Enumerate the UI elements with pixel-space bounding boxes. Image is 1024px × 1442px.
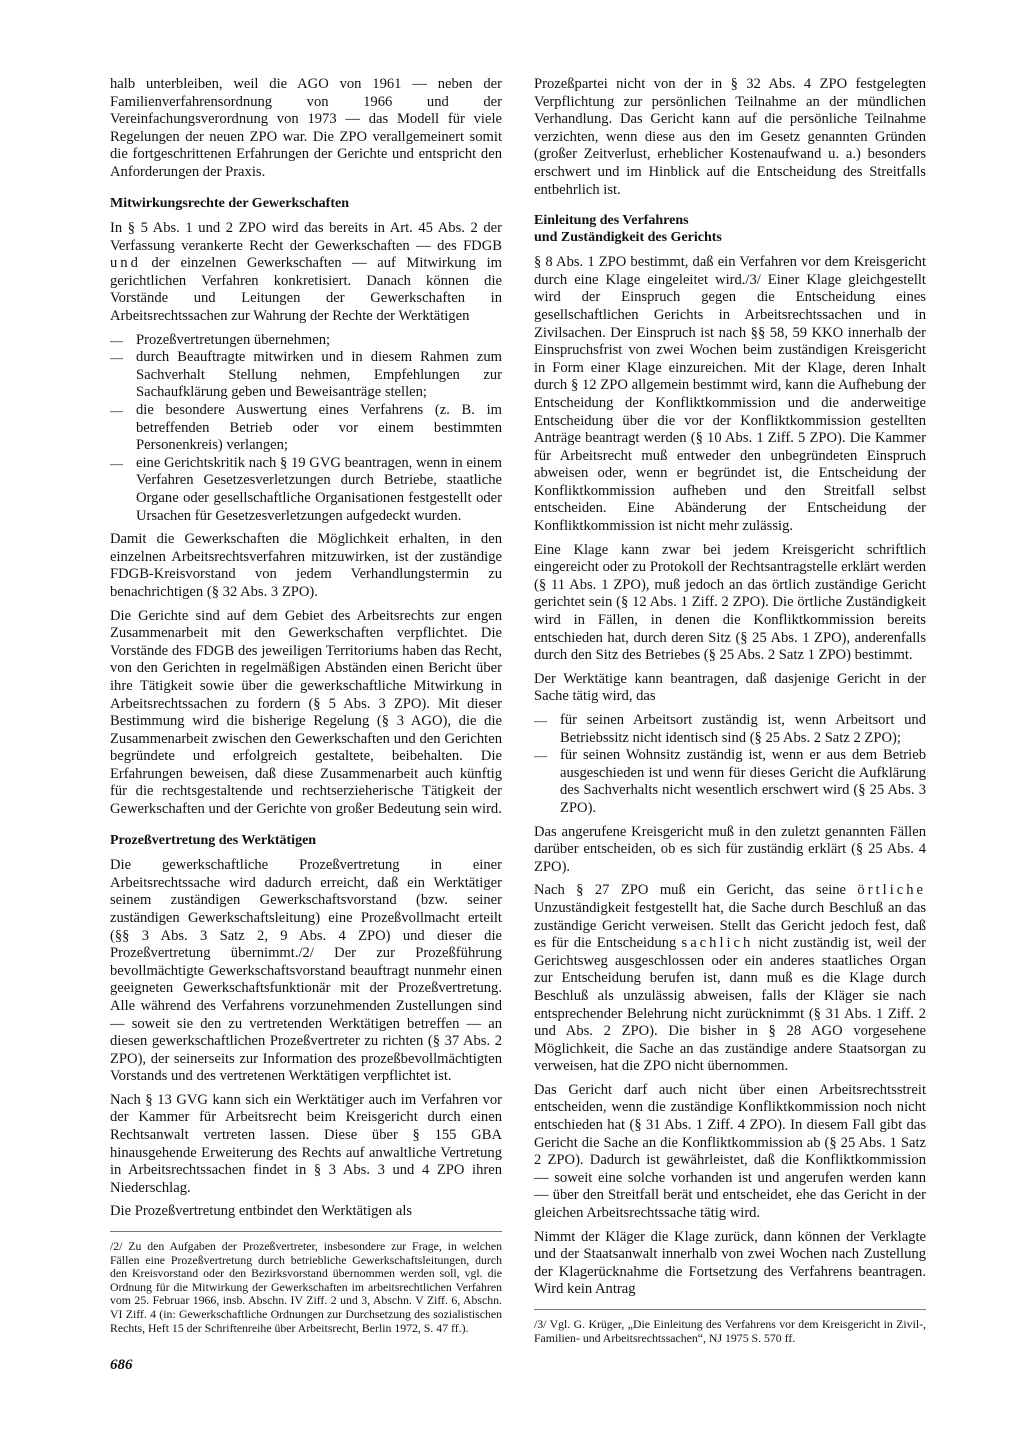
heading-line: Einleitung des Verfahrens [534,213,689,229]
spaced-word: und [110,255,141,272]
heading-line: und Zuständigkeit des Gerichts [534,229,722,245]
list-item: — eine Gerichtskritik nach § 19 GVG beantragen, wenn in einem Verfahren Gesetzesverletzungen durch Betriebe, staatliche Organe oder gesellschaftliche Organisationen festgestellt oder Ursachen für Gesetzesverletzungen aufgedeckt wurden. [110,455,502,525]
paragraph-einleitung-4: Das angerufene Kreisgericht muß in den zuletzt genannten Fällen darüber entscheiden, ob es sich für zuständig erklärt (§ 25 Abs. 4 ZPO). [534,823,926,875]
rights-list [110,332,502,526]
footnote-divider [534,1309,926,1310]
spaced-word: örtliche [857,882,926,899]
heading-einleitung [534,213,926,246]
paragraph-intro: halb unterbleiben, weil die AGO von 1961 — neben der Familienverfahrensordnung von 1966 und der Vereinfachungsverordnung von 1973 — das Modell für viele Regelungen der neuen ZPO war. Die ZPO verallgemeinert somit die fortgeschrittenen Erfahrungen der Gerichte und entspricht den Anforderungen der Praxis. [110,76,502,180]
paragraph-einleitung-3: Der Werktätige kann beantragen, daß dasjenige Gericht in der Sache tätig wird, das [534,670,926,705]
text-run: nicht zuständig ist, weil der Gerichtsweg ausgeschlossen oder ein anderes staatliches Organ zur Entscheidung berufen ist, dann muß es die Klage durch Beschluß als unzulässig abweisen, falls der Kläger sie nach entsprechender Belehrung nicht zurücknimmt (§ 31 Abs. 1 Ziff. 2 und Abs. 2 ZPO). Die bisher in § 28 AGO vorgesehene Möglichkeit, die Sache an das zuständige andere Staatsorgan zu verweisen, hat die ZPO nicht übernommen. [534,935,926,1075]
heading-mitwirkungsrechte: Mitwirkungsrechte der Gewerkschaften [110,195,349,211]
two-column-layout [110,76,984,1374]
paragraph-einleitung-5 [534,882,926,1076]
paragraph-prozessvertretung-2: Nach § 13 GVG kann sich ein Werktätiger auch im Verfahren vor der Kammer für Arbeitsrecht beim Kreisgericht durch einen Rechtsanwalt vertreten lassen. Diese über § 155 GBA hinausgehende Erweiterung des Rechts auf anwaltliche Vertretung in Arbeitsrechtssachen findet in § 3 Abs. 3 und 4 ZPO ihren Niederschlag. [110,1091,502,1196]
jurisdiction-list [534,712,926,818]
paragraph-mitwirkung-2: Damit die Gewerkschaften die Möglichkeit erhalten, in den einzelnen Arbeitsrechtsverfahren mitzuwirken, ist der zuständige FDGB-Kreisvorstand von jedem Verhandlungstermin zu benachrichtigen (§ 32 Abs. 3 ZPO). [110,531,502,600]
paragraph-einleitung-7: Nimmt der Kläger die Klage zurück, dann können der Verklagte und der Staatsanwalt innerhalb von zwei Wochen nach Zustellung der Klagerücknahme die Fortsetzung des Verfahrens beantragen. Wird kein Antrag [534,1228,926,1298]
paragraph-mitwirkung-3: Die Gerichte sind auf dem Gebiet des Arbeitsrechts zur engen Zusammenarbeit mit den Gewerkschaften verpflichtet. Die Vorstände des FDGB des jeweiligen Territoriums haben das Recht, von den Gerichten in regelmäßigen Abständen einen Bericht über ihre Tätigkeit sowie über die gewerkschaftliche Mitwirkung in Arbeitsrechtssachen zu fordern (§ 5 Abs. 3 ZPO). Mit dieser Bestimmung wird die bisherige Regelung (§ 3 AGO), die die Zusammenarbeit zwischen den Gewerkschaften und den Gerichten begründete und erfolgreich gestaltete, beibehalten. Die Erfahrungen beweisen, daß diese Zusammenarbeit auch künftig für die rechtsgestaltende und rechtserzieherische Tätigkeit der Gewerkschaften und der Gerichte von großer Bedeutung sein wird. [110,607,502,818]
footnote-divider [110,1231,502,1232]
list-item: — Prozeßvertretungen übernehmen; [110,332,502,350]
text-run: In § 5 Abs. 1 und 2 ZPO wird das bereits in Art. 45 Abs. 2 der Verfassung verankerte Recht der Gewerkschaften — des FDGB [110,220,502,254]
paragraph-mitwirkung-1 [110,220,502,326]
spaced-word: sachlich [681,935,754,952]
paragraph-einleitung-6: Das Gericht darf auch nicht über einen Arbeitsrechtsstreit entscheiden, wenn die zuständige Konfliktkommission noch nicht entschieden hat (§ 31 Abs. 1 Ziff. 4 ZPO). In diesem Fall gibt das Gericht die Sache an die Konfliktkommission ab (§ 25 Abs. 1 Satz 2 ZPO). Dadurch ist gewährleistet, daß die Konfliktkommission — soweit eine solche vorhanden ist und angerufen werden kann — über den Streitfall berät und entscheidet, ehe das Gericht in der gleichen Arbeitsrechtssache tätig wird. [534,1081,926,1222]
footnote-2: /2/ Zu den Aufgaben der Prozeßvertreter, insbesondere zur Frage, in welchen Fällen eine Prozeßvertretung durch betriebliche Gewerkschaftsleitungen, durch den Kreisvorstand oder den Bezirksvorstand übernommen werden soll, vgl. die Ordnung für die Mitwirkung der Gewerkschaften im arbeitsrechtlichen Verfahren vom 25. Februar 1966, insb. Abschn. IV Ziff. 2 und 3, Abschn. V Ziff. 6, Abschn. VI Ziff. 4 (in: Gewerkschaftliche Ordnungen zur Durchsetzung des sozialistischen Rechts, Heft 15 der Schriftenreihe über Arbeitsrecht, Berlin 1972, S. 47 ff.). [110,1239,502,1335]
paragraph-continuation: Prozeßpartei nicht von der in § 32 Abs. 4 ZPO festgelegten Verpflichtung zur persönlichen Teilnahme an der mündlichen Verhandlung. Das Gericht kann auf die persönliche Teilnahme verzichten, wenn diese aus den im Gesetz genannten Gründen (großer Zeitverlust, erheblicher Kostenaufwand u. a.) besonders erschwert und im Hinblick auf die Entscheidung des Streitfalls entbehrlich ist. [534,76,926,198]
list-item: — für seinen Arbeitsort zuständig ist, wenn Arbeitsort und Betriebssitz nicht identisch sind (§ 25 Abs. 2 Satz 2 ZPO); [534,712,926,747]
list-item: — die besondere Auswertung eines Verfahrens (z. B. im betreffenden Betrieb oder vor einem bestimmten Personenkreis) verlangen; [110,402,502,455]
paragraph-einleitung-2: Eine Klage kann zwar bei jedem Kreisgericht schriftlich eingereicht oder zu Protokoll der Rechtsantragstelle erklärt werden (§ 11 Abs. 1 ZPO), muß jedoch an das örtlich zuständige Gericht gerichtet sein (§ 12 Abs. 1 Ziff. 2 ZPO). Die örtliche Zuständigkeit wird in Fällen, in denen die Konfliktkommission bereits entschieden hat, durch deren Sitz (§ 25 Abs. 1 ZPO), anderenfalls durch den Sitz des Betriebes (§ 25 Abs. 2 Satz 1 ZPO) bestimmt. [534,541,926,664]
right-column [534,76,926,1374]
list-item: — durch Beauftragte mitwirken und in diesem Rahmen zum Sachverhalt Stellung nehmen, Empfehlungen zur Sachaufklärung geben und Beweisanträge stellen; [110,349,502,402]
left-column [110,76,502,1374]
paragraph-prozessvertretung-1: Die gewerkschaftliche Prozeßvertretung in einer Arbeitsrechtssache wird dadurch erreicht, daß ein Werktätiger seinem zuständigen Gewerkschaftsvorstand (bzw. seiner zuständigen Gewerkschaftsleitung) eine Prozeßvollmacht erteilt (§§ 3 Abs. 3 Satz 2, 9 Abs. 4 ZPO) und dieser die Prozeßvertretung übernimmt./2/ Der zur Prozeßführung bevollmächtigte Gewerkschaftsvorstand beauftragt nunmehr einen geeigneten Gewerkschaftsfunktionär mit der Prozeßvertretung. Alle während des Verfahrens vorzunehmenden Zustellungen sind — soweit sie den zu vertretenden Werktätigen betreffen — an diesen gewerkschaftlichen Prozeßvertreter zu richten (§ 37 Abs. 2 ZPO), der seinerseits zur Information des prozeßbevollmächtigten Vorstands und des vertretenen Werktätigen verpflichtet ist. [110,857,502,1085]
list-item: — für seinen Wohnsitz zuständig ist, wenn er aus dem Betrieb ausgeschieden ist und wenn für dieses Gericht die Aufklärung des Sachverhalts nicht wesentlich erschwert wird (§ 25 Abs. 3 ZPO). [534,747,926,817]
text-run: Nach § 27 ZPO muß ein Gericht, das seine [534,882,858,899]
heading-prozessvertretung: Prozeßvertretung des Werktätigen [110,832,317,848]
paragraph-einleitung-1: § 8 Abs. 1 ZPO bestimmt, daß ein Verfahren vor dem Kreisgericht durch eine Klage eingeleitet wird./3/ Einer Klage gleichgestellt wird der Einspruch gegen die Entscheidung eines gesellschaftlichen Gerichts in Arbeitsrechtssachen und in Zivilsachen. Der Einspruch ist nach §§ 58, 59 KKO innerhalb der Einspruchsfrist von zwei Wochen beim zuständigen Kreisgericht in Form einer Klage einzureichen. Mit der Klage, deren Inhalt durch § 12 ZPO allgemein bestimmt wird, kann die Aufhebung der Entscheidung der Konfliktkommission und die anderweitige Entscheidung über die vor der Konfliktkommission gestellten Anträge beantragt werden (§ 10 Abs. 1 Ziff. 5 ZPO). Die Kammer für Arbeitsrecht muß entweder den unbegründeten Einspruch abweisen oder, wenn er begründet ist, die Entscheidung der Konfliktkommission aufheben und den Streitfall selbst entscheiden. Eine Abänderung der Entscheidung der Konfliktkommission ist nicht mehr zulässig. [534,254,926,535]
paragraph-prozessvertretung-3: Die Prozeßvertretung entbindet den Werktätigen als [110,1203,413,1220]
page-number: 686 [110,1357,133,1374]
footnote-3: /3/ Vgl. G. Krüger, „Die Einleitung des Verfahrens vor dem Kreisgericht in Zivil-, Familien- und Arbeitsrechtssachen“, NJ 1975 S. 570 ff. [534,1317,926,1345]
text-run: der einzelnen Gewerkschaften — auf Mitwirkung im gerichtlichen Verfahren konkretisiert. Danach können die Vorstände und Leitungen der Gewerkschaften in Arbeitsrechtssachen zur Wahrung der Rechte der Werktätigen [110,255,502,325]
text-run: Unzuständigkeit festgestellt hat, die Sache durch Beschluß an das zuständige Gericht verweisen. Stellt das Gericht jedoch fest, daß es für die Entscheidung [534,899,926,952]
